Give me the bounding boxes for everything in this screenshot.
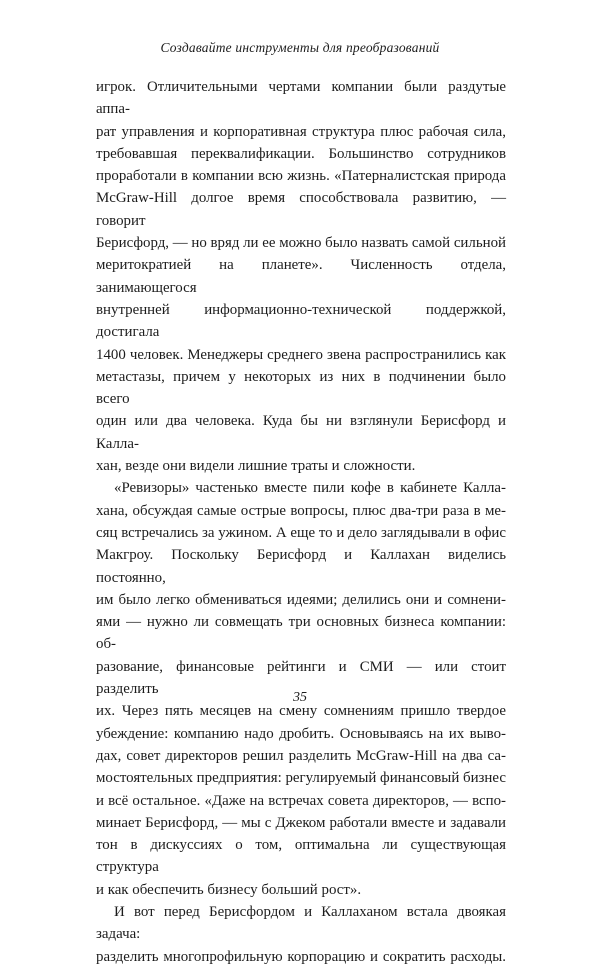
text-line: McGraw-Hill долгое время способствовала развитию, — говорит <box>96 190 506 229</box>
text-line: проработали в компании всю жизнь. «Патерналистская природа <box>96 168 506 185</box>
text-line: разделить многопрофильную корпорацию и сократить расходы. <box>96 948 506 965</box>
text-line: метастазы, причем у некоторых из них в подчинении было всего <box>96 368 506 408</box>
body-text <box>96 76 506 968</box>
text-line: И вот перед Берисфордом и Каллаханом встала двоякая задача: <box>96 903 506 943</box>
text-line: сяц встречались за ужином. А еще то и дело заглядывали в офис <box>96 524 506 541</box>
text-line: меритократией на планете». Численность отдела, занимающегося <box>96 257 506 296</box>
text-line: внутренней информационно-технической поддержкой, достигала <box>96 301 506 341</box>
text-line: «Ревизоры» частенько вместе пили кофе в кабинете Калла- <box>114 480 506 497</box>
text-line: требовавшая переквалификации. Большинство сотрудников <box>96 145 506 162</box>
running-head: Создавайте инструменты для преобразований <box>160 40 440 55</box>
text-line: убеждение: компанию надо дробить. Основываясь на их выво- <box>96 725 506 742</box>
text-line: мостоятельных предприятия: регулируемый финансовый бизнес <box>96 770 506 787</box>
text-line: хана, обсуждая самые острые вопросы, плюс два-три раза в ме- <box>96 502 506 519</box>
text-line: 1400 человек. Менеджеры среднего звена распространились как <box>96 346 506 363</box>
text-line: Берисфорд, — но вряд ли ее можно было назвать самой сильной <box>96 235 506 252</box>
text-line: хан, везде они видели лишние траты и сложности. <box>96 458 416 475</box>
text-line: минает Берисфорд, — мы с Джеком работали вместе и задавали <box>96 814 506 831</box>
text-line: один или два человека. Куда бы ни взглянули Берисфорд и Каллa- <box>96 413 506 452</box>
page-number: 35 <box>293 690 307 705</box>
text-line: тон в дискуссиях о том, оптимальна ли существующая структура <box>96 837 506 876</box>
text-line: рат управления и корпоративная структура плюс рабочая сила, <box>96 123 506 140</box>
text-line: разование, финансовые рейтинги и СМИ — или стоит разделить <box>96 658 506 698</box>
text-line: их. Через пять месяцев на смену сомнениям пришло твердое <box>96 703 506 720</box>
text-line: дах, совет директоров решил разделить McGraw-Hill на два са- <box>96 747 506 764</box>
text-line: им было легко обмениваться идеями; делились они и сомнени- <box>96 591 506 608</box>
text-line: игрок. Отличительными чертами компании были раздутые аппа- <box>96 79 506 118</box>
text-line: ями — нужно ли совмещать три основных бизнеса компании: об- <box>96 614 506 653</box>
text-line: и всё остальное. «Даже на встречах совета директоров, — вспо- <box>96 792 506 809</box>
text-line: и как обеспечить бизнесу больший рост». <box>96 881 362 898</box>
text-line: Макгроу. Поскольку Берисфорд и Каллахан виделись постоянно, <box>96 547 506 586</box>
